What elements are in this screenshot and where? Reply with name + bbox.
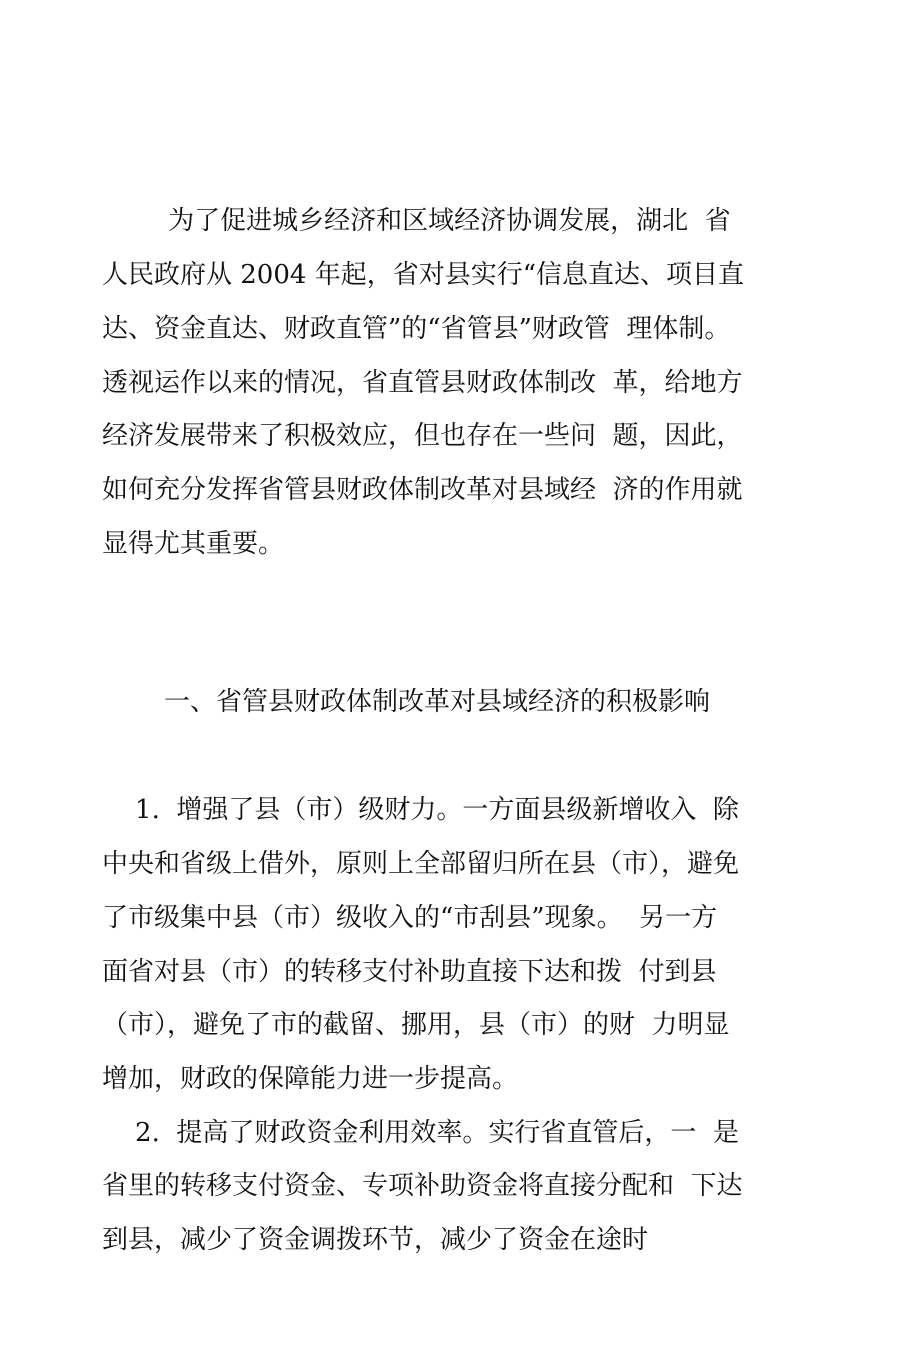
text-line: 1. 增强了县（市）级财力。一方面县级新增收入 除 [102, 795, 739, 825]
text-line: 显得尤其重要。 [102, 529, 285, 559]
section-heading: 一、省管县财政体制改革对县域经济的积极影响 [164, 687, 711, 717]
text-line: 人民政府从 2004 年起，省对县实行“信息直达、项目直 [102, 260, 744, 290]
text-line: 到县，减少了资金调拨环节，减少了资金在途时 [102, 1225, 649, 1255]
text-line: 省里的转移支付资金、专项补助资金将直接分配和 下达 [102, 1171, 743, 1201]
text-line: 如何充分发挥省管县财政体制改革对县域经 济的作用就 [102, 475, 743, 505]
text-line: 为了促进城乡经济和区域经济协调发展，湖北 省 [102, 206, 731, 236]
text-line: 透视运作以来的情况，省直管县财政体制改 革，给地方 [102, 368, 743, 398]
text-line: 达、资金直达、财政直管”的“省管县”财政管 理体制。 [102, 314, 731, 344]
text-line: 了市级集中县（市）级收入的“市刮县”现象。 另一方 [102, 903, 718, 933]
text-line: 增加，财政的保障能力进一步提高。 [102, 1064, 519, 1094]
text-line: （市），避免了市的截留、挪用，县（市）的财 力明显 [102, 1010, 730, 1040]
text-line: 面省对县（市）的转移支付补助直接下达和拨 付到县 [102, 957, 717, 987]
text-line: 经济发展带来了积极效应，但也存在一些问 题，因此， [102, 421, 743, 451]
text-line: 2. 提高了财政资金利用效率。实行省直管后，一 是 [102, 1118, 739, 1148]
text-line: 中央和省级上借外，原则上全部留归所在县（市），避免 [102, 849, 740, 879]
